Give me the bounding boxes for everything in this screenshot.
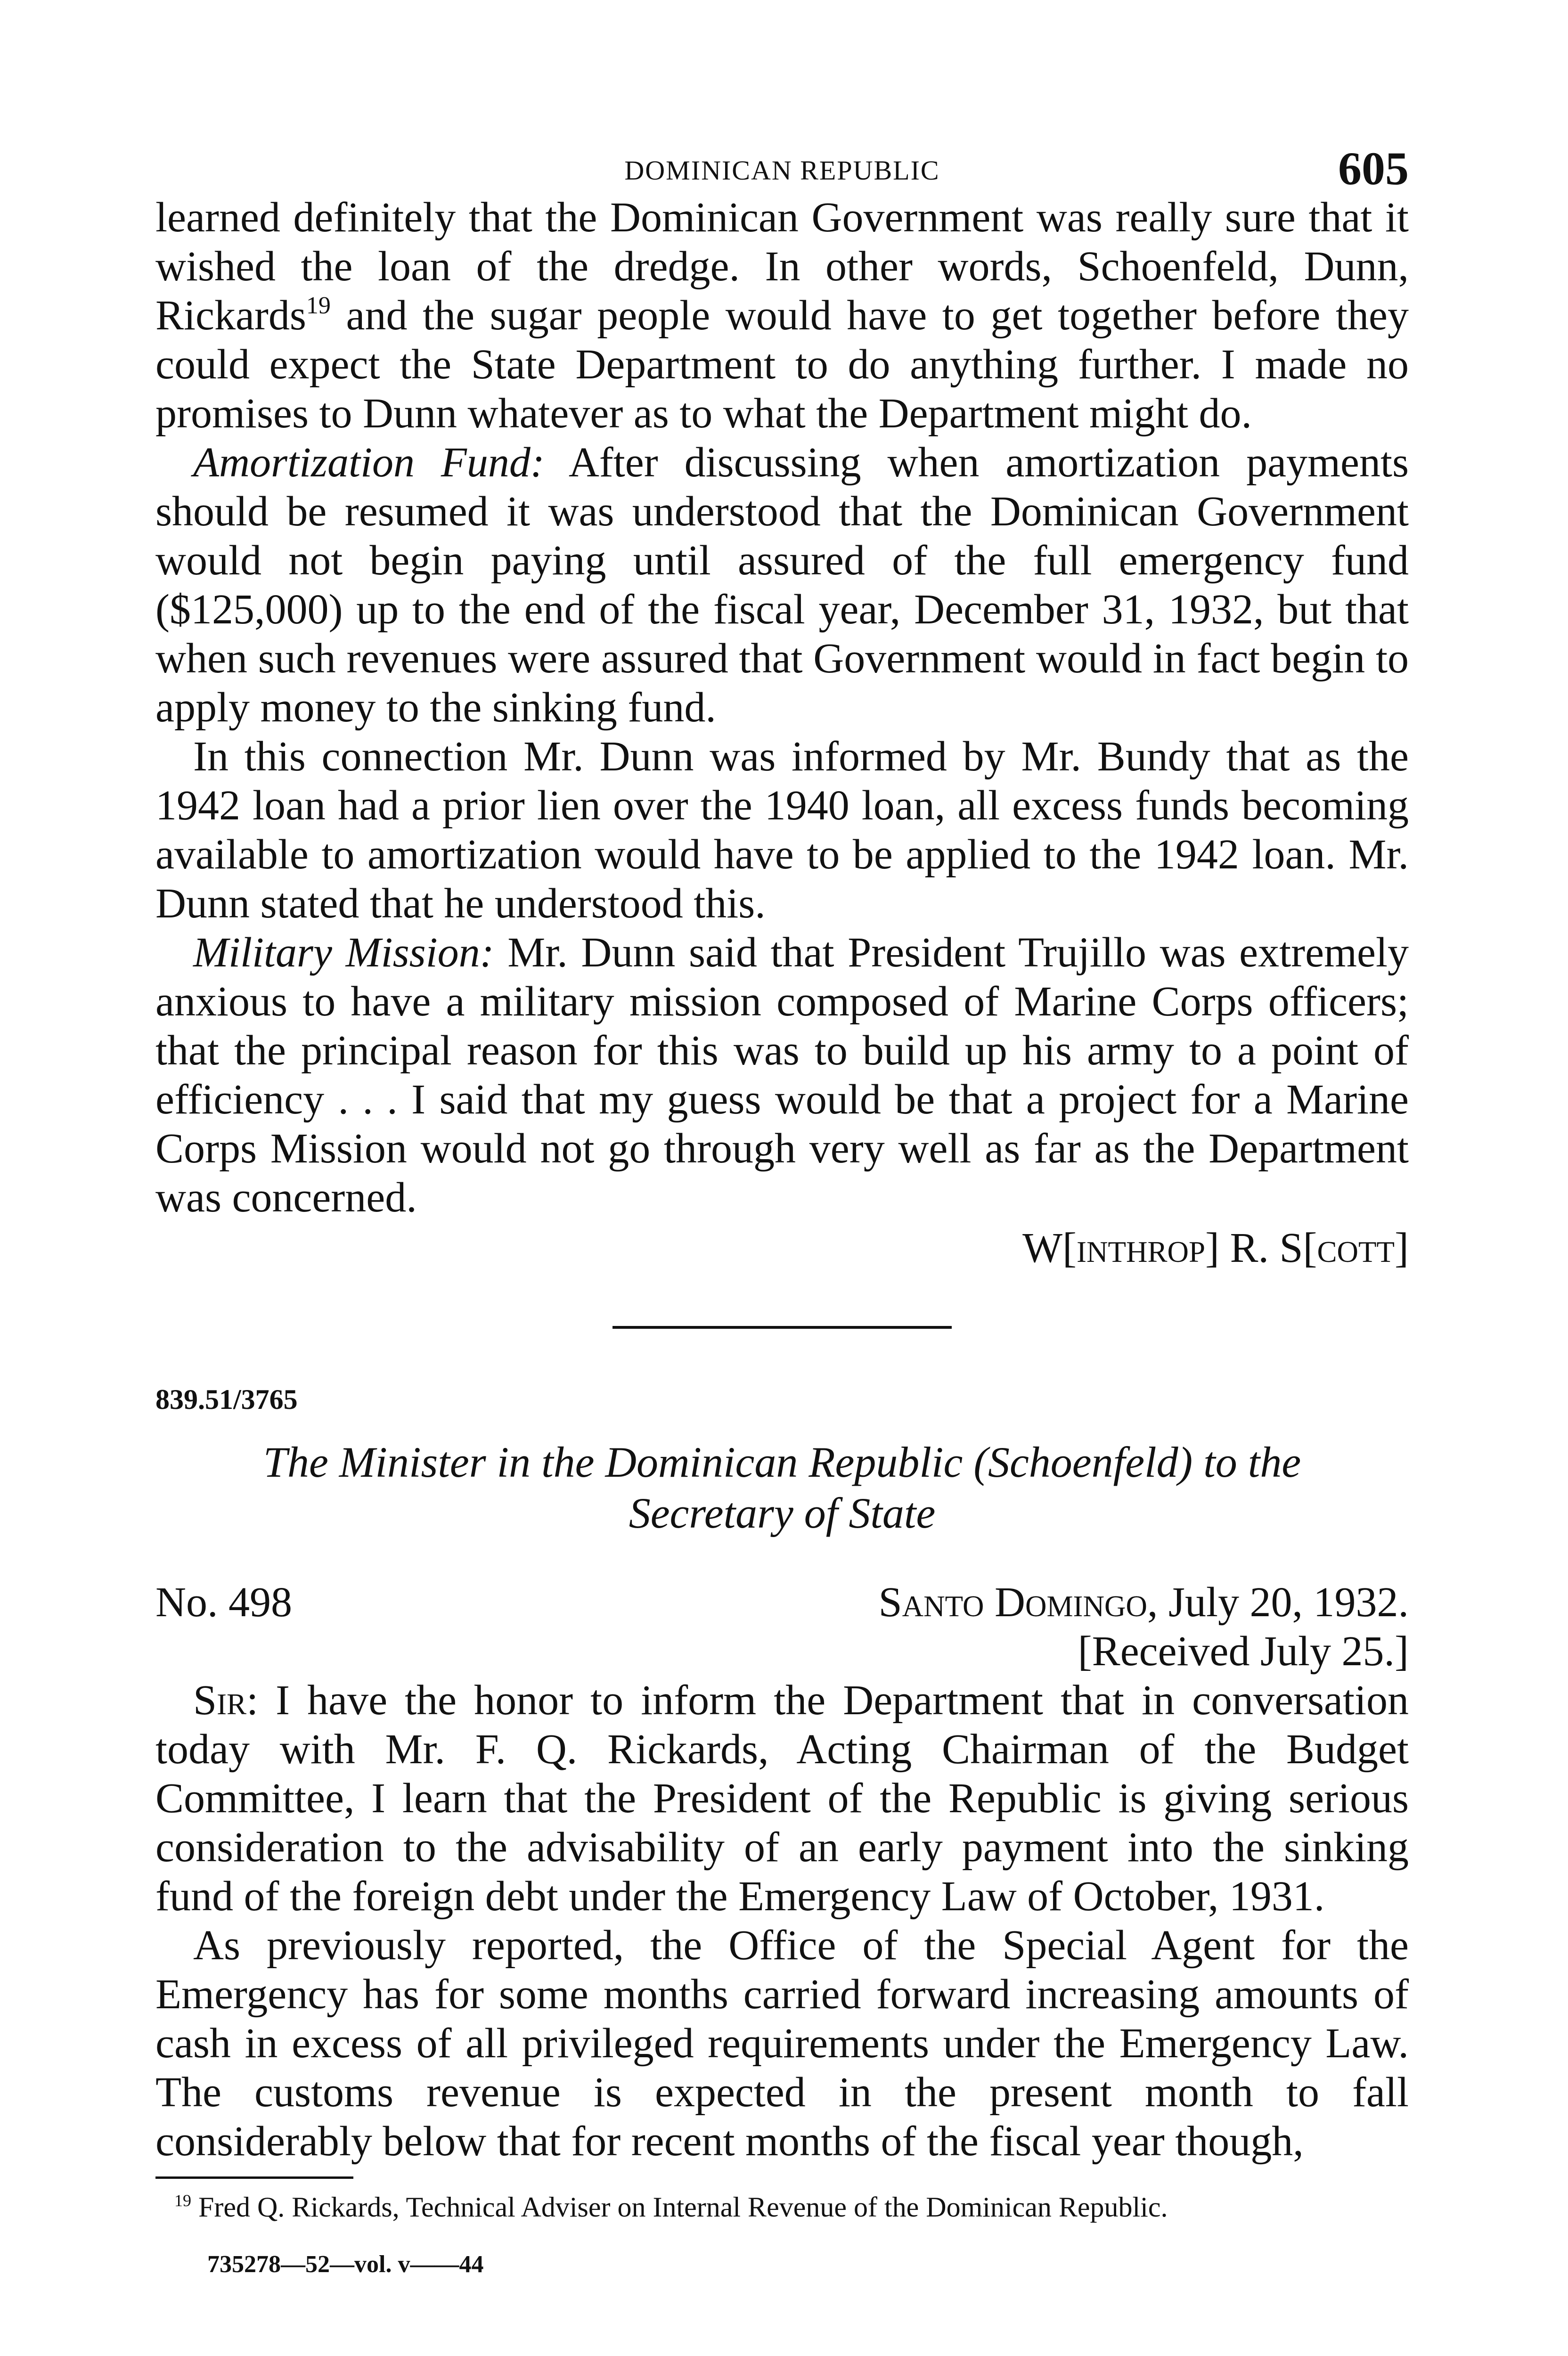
section-divider bbox=[612, 1326, 952, 1329]
military-text: Mr. Dunn said that President Trujillo was extremely anxious to have a military mission composed of Marine Corps officers; that the principal reason for this was to build up his army to a point of efficiency . . . I said that my guess would be that a project for a Marine Corps Mission would not go through very well as far as the Department was concerned. bbox=[155, 929, 1409, 1221]
footnote bbox=[155, 2192, 1409, 2222]
letter-paragraph-2: As previously reported, the Office of the Special Agent for the Emergency has for some months carried forward increasing amounts of cash in excess of all privileged requirements under the Emergency Law. The customs revenue is expected in the present month to fall considerably below that for recent months of the fiscal year though, bbox=[155, 1922, 1409, 2165]
footnote-reference: 19 bbox=[306, 292, 331, 319]
page bbox=[155, 141, 1409, 2278]
signature-part: cott bbox=[1317, 1225, 1395, 1271]
amortization-label: Amortization Fund: bbox=[193, 439, 545, 486]
memo-signature bbox=[155, 1222, 1409, 1274]
memo-paragraph-amortization bbox=[155, 438, 1409, 732]
dateline bbox=[155, 1578, 1409, 1627]
footnote-divider bbox=[155, 2176, 353, 2179]
memo-paragraph-1 bbox=[155, 193, 1409, 438]
footnote-marker: 19 bbox=[174, 2191, 191, 2210]
running-head bbox=[155, 141, 1409, 193]
place: Santo Domingo, bbox=[878, 1579, 1158, 1626]
despatch-number: No. 498 bbox=[155, 1579, 292, 1626]
file-number: 839.51/3765 bbox=[155, 1384, 298, 1415]
memo-paragraph-loan: In this connection Mr. Dunn was informed by Mr. Bundy that as the 1942 loan had a prior lien over the 1940 loan, all excess funds becoming available to amortization would have to be applied to the 1942 loan. Mr. Dunn stated that he understood this. bbox=[155, 733, 1409, 927]
letter-paragraph-1 bbox=[155, 1676, 1409, 1921]
letter-paragraph-1-text: : I have the honor to inform the Department that in conversation today with Mr. F. Q. Rickards, Acting Chairman of the Budget Committee, I learn that the President of the Republic is giving serious consideration to the advisability of an early payment into the sinking fund of the foreign debt under the Emergency Law of October, 1931. bbox=[155, 1677, 1409, 1920]
military-label: Military Mission: bbox=[193, 929, 494, 976]
document-title: The Minister in the Dominican Republic (Schoenfeld) to the Secretary of State bbox=[263, 1438, 1301, 1537]
memo-paragraph-1-text-cont: and the sugar people would have to get together before they could expect the State Department to do anything further. I made no promises to Dunn whatever as to what the Department might do. bbox=[155, 292, 1409, 437]
signature-part: W[ bbox=[1022, 1225, 1077, 1271]
signature-part: ] R. S[ bbox=[1205, 1225, 1317, 1271]
amortization-text: After discussing when amortization payments should be resumed it was understood that the Dominican Government would not begin paying until assured of the full emergency fund ($125,000) up to the end of the fiscal year, December 31, 1932, but that when such revenues were assured that Government would in fact begin to apply money to the sinking fund. bbox=[155, 439, 1409, 731]
salutation: Sir bbox=[193, 1677, 247, 1724]
date: July 20, 1932. bbox=[1158, 1579, 1409, 1626]
signature-part: inthrop bbox=[1076, 1225, 1205, 1271]
footnote-text: Fred Q. Rickards, Technical Adviser on Internal Revenue of the Dominican Republic. bbox=[191, 2192, 1168, 2223]
page-number: 605 bbox=[1338, 142, 1409, 195]
signature-part: ] bbox=[1395, 1225, 1409, 1271]
memo-paragraph-military bbox=[155, 928, 1409, 1222]
memo-paragraph-1-text: learned definitely that the Dominican Government was really sure that it wished the loan of the dredge. In other words, Schoenfeld, Dunn, Rickards bbox=[155, 194, 1409, 339]
running-head-title: DOMINICAN REPUBLIC bbox=[624, 155, 940, 186]
place-date bbox=[879, 1578, 1409, 1627]
received-date: [Received July 25.] bbox=[1078, 1628, 1409, 1675]
printer-imprint: 735278—52—vol. v——44 bbox=[207, 2251, 484, 2278]
